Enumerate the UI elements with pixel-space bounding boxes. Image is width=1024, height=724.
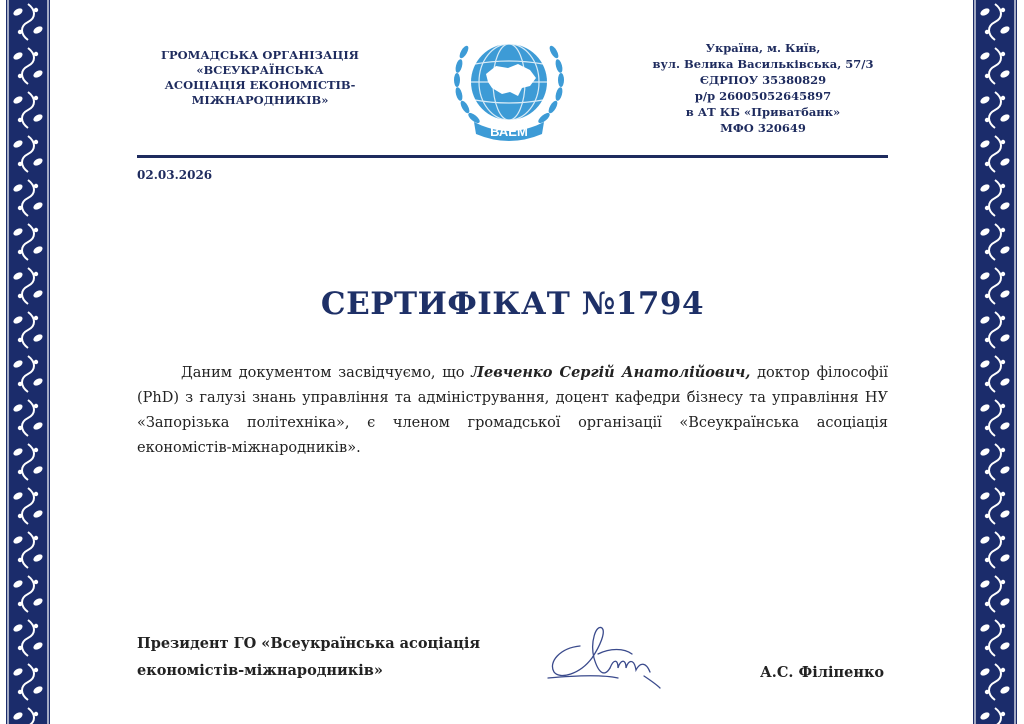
- organization-name-line: «ВСЕУКРАЇНСЬКА: [196, 63, 324, 77]
- address-line: р/р 26005052645897: [694, 89, 832, 103]
- organization-name-line: МІЖНАРОДНИКІВ»: [191, 93, 329, 107]
- organization-name: [150, 48, 370, 108]
- president-title-line: Президент ГО «Всеукраїнська асоціація: [137, 635, 481, 652]
- body-rest: доктор філософії (PhD) з галузі знань управління та адміністрування, доцент кафедри бізнесу та управління НУ «Запорізька політехніка», є членом громадської організації «Всеукраїнська асоціація економістів-міжнародників».: [137, 365, 888, 456]
- president-title-line: економістів-міжнародників»: [137, 662, 383, 679]
- organization-name-line: АСОЦІАЦІЯ ЕКОНОМІСТІВ-: [164, 78, 356, 92]
- certificate-title: СЕРТИФІКАТ №1794: [320, 286, 705, 322]
- president-title: [137, 630, 480, 684]
- address-line: вул. Велика Васильківська, 57/3: [652, 57, 874, 71]
- address-line: МФО 320649: [720, 121, 806, 135]
- signer-name: А.С. Філіпенко: [760, 664, 885, 681]
- logo-text: ВАЕМ: [490, 124, 528, 139]
- certificate-body: [137, 360, 888, 461]
- header-divider: [137, 155, 888, 158]
- vaem-logo: [446, 22, 572, 146]
- address-line: Україна, м. Київ,: [705, 41, 821, 55]
- handwritten-signature: [540, 618, 670, 694]
- letterhead: [0, 0, 1024, 160]
- organization-name-line: ГРОМАДСЬКА ОРГАНІЗАЦІЯ: [161, 48, 359, 62]
- member-name: Левченко Сергій Анатолійович,: [471, 364, 751, 381]
- body-intro: Даним документом засвідчуємо, що: [181, 365, 472, 381]
- organization-address: [640, 40, 886, 136]
- address-line: ЄДРПОУ 35380829: [699, 73, 827, 87]
- document-date: 02.03.2026: [137, 168, 213, 182]
- address-line: в АТ КБ «Приватбанк»: [685, 105, 841, 119]
